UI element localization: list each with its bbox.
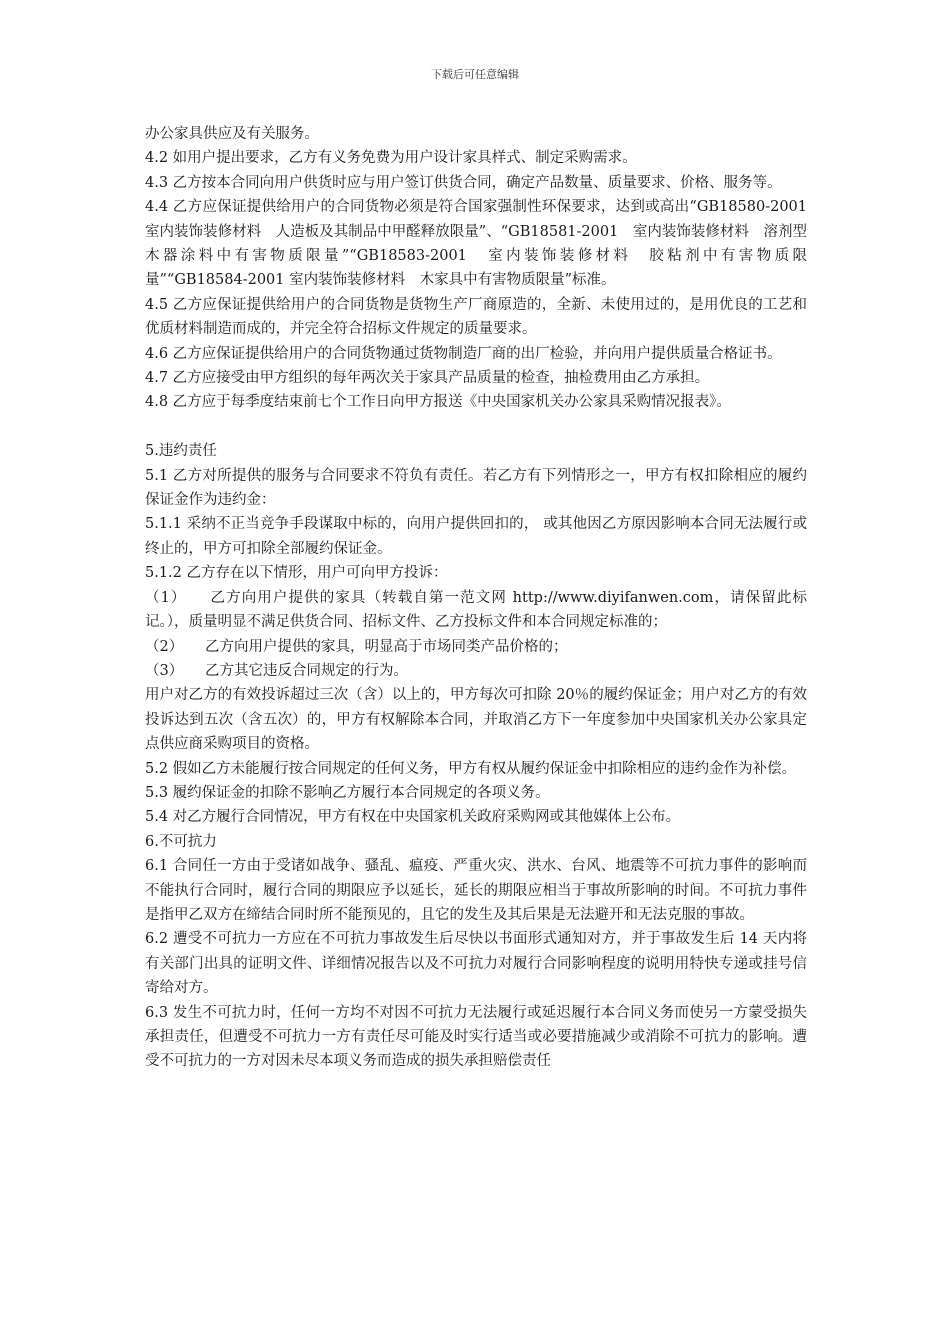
clause-4-2: 4.2 如用户提出要求，乙方有义务免费为用户设计家具样式、制定采购需求。 bbox=[145, 150, 637, 167]
blank-line bbox=[145, 415, 807, 439]
clause-6-2: 6.2 遭受不可抗力一方应在不可抗力事故发生后尽快以书面形式通知对方，并于事故发生后 14 天内将有关部门出具的证明文件、详细情况报告以及不可抗力对履行合同影响程度的说明用特快专递或挂号信寄给对方。 bbox=[145, 931, 807, 997]
clause-6-1: 6.1 合同任一方由于受诸如战争、骚乱、瘟疫、严重火灾、洪水、台风、地震等不可抗力事件的影响而不能执行合同时，履行合同的期限应予以延长，延长的期限应相当于事故所影响的时间。不可抗力事件是指甲乙双方在缔结合同时所不能预见的，且它的发生及其后果是无法避开和无法克服的事故。 bbox=[145, 858, 807, 923]
clause-5-1-1: 5.1.1 采纳不正当竞争手段谋取中标的，向用户提供回扣的， 或其他因乙方原因影响本合同无法履行或终止的，甲方可扣除全部履约保证金。 bbox=[145, 516, 807, 557]
clause-4-8: 4.8 乙方应于每季度结束前七个工作日向甲方报送《中央国家机关办公家具采购情况报表》。 bbox=[145, 394, 731, 411]
clause-4-3: 4.3 乙方按本合同向用户供货时应与用户签订供货合同，确定产品数量、质量要求、价格、服务等。 bbox=[145, 174, 782, 191]
section-heading-5: 5.违约责任 bbox=[145, 443, 217, 460]
clause-5-4: 5.4 对乙方履行合同情况，甲方有权在中央国家机关政府采购网或其他媒体上公布。 bbox=[145, 809, 681, 826]
clause-4-6: 4.6 乙方应保证提供给用户的合同货物通过货物制造厂商的出厂检验，并向用户提供质量合格证书。 bbox=[145, 345, 782, 362]
list-item-2: （2） 乙方向用户提供的家具，明显高于市场同类产品价格的； bbox=[145, 638, 568, 655]
section-heading-6: 6.不可抗力 bbox=[145, 833, 217, 850]
paragraph-continuation: 办公家具供应及有关服务。 bbox=[145, 126, 319, 142]
clause-5-3: 5.3 履约保证金的扣除不影响乙方履行本合同规定的各项义务。 bbox=[145, 784, 550, 801]
clause-5-1-2: 5.1.2 乙方存在以下情形，用户可向甲方投诉： bbox=[145, 565, 448, 582]
list-item-3: （3） 乙方其它违反合同规定的行为。 bbox=[145, 662, 408, 679]
clause-4-4: 4.4 乙方应保证提供给用户的合同货物必须是符合国家强制性环保要求，达到或高出“GB18580-2001 室内装饰装修材料 人造板及其制品中甲醛释放限量”、“GB18581-2001 室内装饰装修材料 溶剂型木器涂料中有害物质限量”“GB18583-2001 室内装饰装修材料 胶粘剂中有害物质限量”“GB18584-2001 室内装饰装修材料 木家具中有害物质限量”标准。 bbox=[145, 199, 822, 289]
clause-5-1: 5.1 乙方对所提供的服务与合同要求不符负有责任。若乙方有下列情形之一，甲方有权扣除相应的履约保证金作为违约金： bbox=[145, 467, 807, 509]
clause-6-3: 6.3 发生不可抗力时，任何一方均不对因不可抗力无法履行或延迟履行本合同义务而使另一方蒙受损失承担责任，但遭受不可抗力一方有责任尽可能及时实行适当或必要措施减少或消除不可抗力的影响。遭受不可抗力的一方对因未尽本项义务而造成的损失承担赔偿责任 bbox=[145, 1004, 807, 1070]
document-body bbox=[145, 122, 822, 1074]
list-item-1: （1） 乙方向用户提供的家具（转载自第一范文网 http://www.diyifanwen.com，请保留此标记。），质量明显不满足供货合同、招标文件、乙方投标文件和本合同规定标准的； bbox=[145, 589, 807, 631]
clause-5-2: 5.2 假如乙方未能履行按合同规定的任何义务，甲方有权从履约保证金中扣除相应的违约金作为补偿。 bbox=[145, 760, 797, 777]
clause-4-7: 4.7 乙方应接受由甲方组织的每年两次关于家具产品质量的检查，抽检费用由乙方承担。 bbox=[145, 370, 710, 387]
page-header: 下载后可任意编辑 bbox=[431, 68, 519, 81]
complaint-paragraph: 用户对乙方的有效投诉超过三次（含）以上的，甲方每次可扣除 20％的履约保证金；用户对乙方的有效投诉达到五次（含五次）的，甲方有权解除本合同，并取消乙方下一年度参加中央国家机关办公家具定点供应商采购项目的资格。 bbox=[145, 687, 807, 753]
clause-4-5: 4.5 乙方应保证提供给用户的合同货物是货物生产厂商原造的，全新、未使用过的，是用优良的工艺和优质材料制造而成的，并完全符合招标文件规定的质量要求。 bbox=[145, 296, 807, 338]
